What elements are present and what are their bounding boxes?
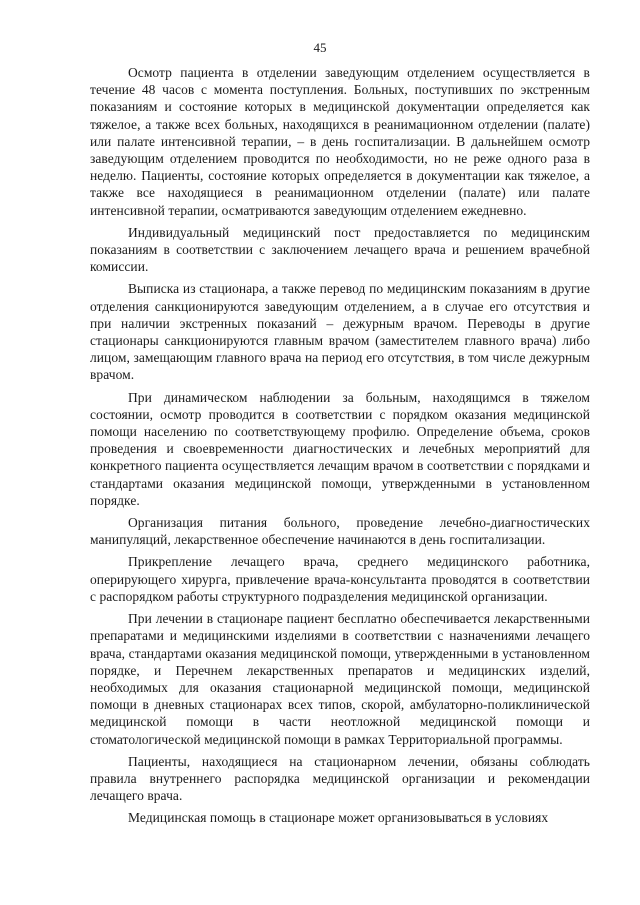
paragraph-attending-physician-assignment: Прикрепление лечащего врача, среднего медицинского работника, оперирующего хирурга, привлечение врача-консультанта проводятся в соответствии с распорядком работы структурного подразделения медицинской организации. [90,554,590,604]
paragraph-free-medication-supply: При лечении в стационаре пациент бесплатно обеспечивается лекарственными препаратами и медицинскими изделиями в соответствии с назначениями лечащего врача, стандартами оказания медицинской помощи, утвержденными в установленном порядке, и Перечнем лекарственных препаратов и медицинских изделий, необходимых для оказания стационарной медицинской помощи, медицинской помощи в дневных стационарах всех типов, скорой, амбулаторно-поликлинической медицинской помощи в части неотложной медицинской помощи и стоматологической медицинской помощи в рамках Территориальной программы. [90,611,590,747]
page-number: 45 [313,40,327,55]
paragraph-patient-obligations: Пациенты, находящиеся на стационарном лечении, обязаны соблюдать правила внутреннего распорядка медицинской организации и рекомендации лечащего врача. [90,753,590,804]
paragraph-head-of-department-examination: Осмотр пациента в отделении заведующим отделением осуществляется в течение 48 часов с момента поступления. Больных, поступивших по экстренным показаниям и состояние которых в медицинской документации определяется как тяжелое, а также всех больных, находящихся в реанимационном отделении (палате) или палате интенсивной терапии, – в день госпитализации. В дальнейшем осмотр заведующим отделением проводится по необходимости, но не реже одного раза в неделю. Пациенты, состояние которых определяется в документации как тяжелое, а также все находящиеся в реанимационном отделении (палате) или палате интенсивной терапии, осматриваются заведующим отделением ежедневно. [90,65,590,218]
paragraph-individual-medical-post: Индивидуальный медицинский пост предоставляется по медицинским показаниям в соответствии с заключением лечащего врача и решением врачебной комиссии. [90,224,590,275]
document-body [90,64,590,832]
paragraph-nutrition-organization: Организация питания больного, проведение лечебно-диагностических манипуляций, лекарственное обеспечение начинаются в день госпитализации. [90,515,590,548]
paragraph-inpatient-care-conditions: Медицинская помощь в стационаре может организовываться в условиях [128,810,549,826]
paragraph-discharge-and-transfer: Выписка из стационара, а также перевод по медицинским показаниям в другие отделения санкционируются заведующим отделением, а в случае его отсутствия и при наличии экстренных показаний – дежурным врачом. Переводы в другие стационары санкционируются главным врачом (заместителем главного врача) либо лицом, замещающим главного врача на период его отсутствия, в том числе дежурным врачом. [90,281,590,383]
paragraph-dynamic-observation: При динамическом наблюдении за больным, находящимся в тяжелом состоянии, осмотр проводится в соответствии с порядком оказания медицинской помощи населению по соответствующему профилю. Определение объема, сроков проведения и своевременности диагностических и лечебных мероприятий для конкретного пациента осуществляется лечащим врачом в соответствии с порядками и стандартами оказания медицинской помощи, утвержденными в установленном порядке. [90,389,590,508]
